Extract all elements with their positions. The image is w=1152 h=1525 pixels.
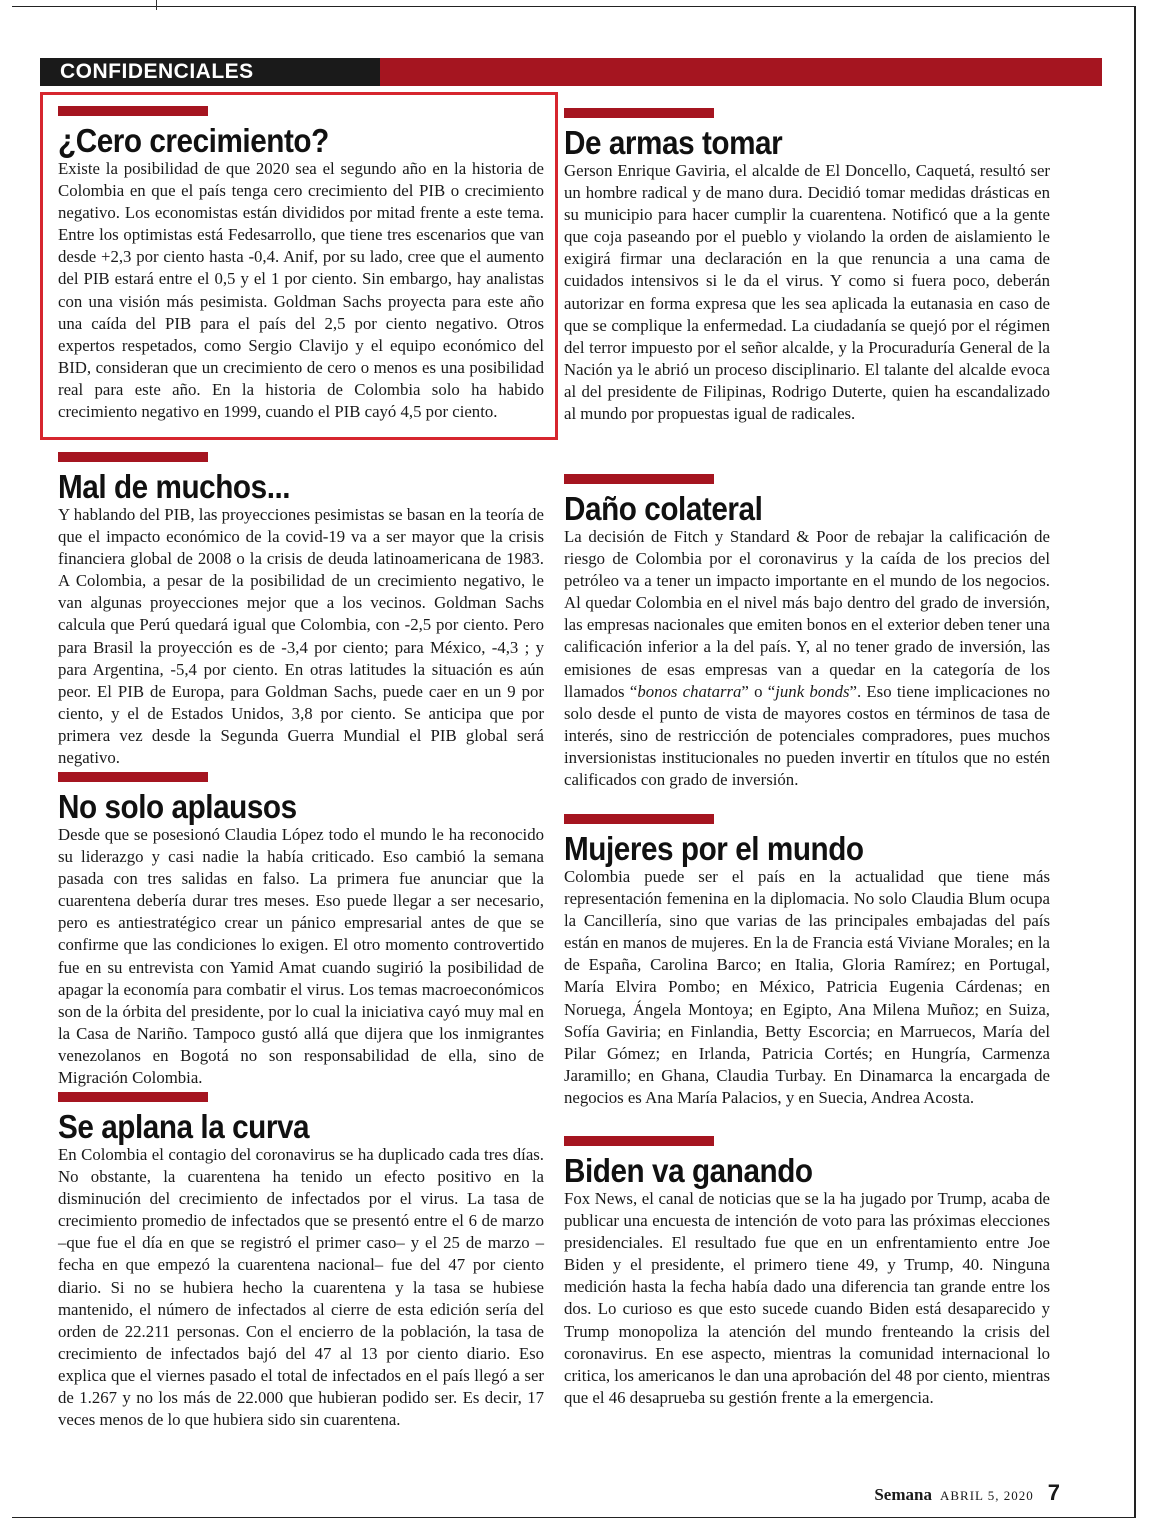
kicker-bar xyxy=(58,772,208,782)
headline: Se aplana la curva xyxy=(58,1108,310,1145)
article-body: En Colombia el contagio del coronavirus se ha duplicado cada tres días. No obstante, la cuarentena ha tenido un efecto positivo en la disminución del crecimiento de infectados por el virus. La tasa de crecimiento promedio de infectados que se presentó entre el 6 de marzo –que fue el día en que se registró el primer caso– y el 25 de marzo –fecha en que empezó la cuarentena nacional– fue del 47 por ciento diario. Si no se hubiera hecho la cuarentena y la tasa se hubiese mantenido, el número de infectados al cierre de esta edición sería del orden de 22.211 personas. Con el encierro de la población, la tasa de crecimiento de infectados bajó del 47 al 13 por ciento diario. Eso explica que el viernes pasado el total de infectados en el país llegó a ser de 1.267 y no los más de 22.000 que hubieran podido ser. Es decir, 17 veces menos de lo que hubiera sido sin cuarentena. xyxy=(58,1145,544,1430)
kicker-bar xyxy=(564,474,714,484)
headline: Mujeres por el mundo xyxy=(564,830,864,867)
headline: ¿Cero crecimiento? xyxy=(58,122,329,159)
section-label: CONFIDENCIALES xyxy=(40,58,380,86)
kicker-bar xyxy=(564,1136,714,1146)
headline: Mal de muchos... xyxy=(58,468,291,505)
kicker-bar xyxy=(58,106,208,116)
article-dano-colateral xyxy=(564,474,1050,791)
article-body: Gerson Enrique Gaviria, el alcalde de El Doncello, Caquetá, resultó ser un hombre radical y de mano dura. Decidió tomar medidas drásticas en su municipio para hacer cumplir la cuarentena. Notificó que a la gente que coja paseando por el pueblo y violando la orden de aislamiento le exigirá firmar una declaración en la que renuncia a una cama de cuidados intensivos si le da el virus. Y como si fuera poco, deberán autorizar en forma expresa que les sea aplicada la eutanasia en caso de que se complique la enfermedad. La ciudadanía se quejó por el régimen del terror impuesto por el señor alcalde, y la Procuraduría General de la Nación ya le abrió un proceso disciplinario. El talante del alcalde evoca al del presidente de Filipinas, Rodrigo Duterte, quien ha escandalizado al mundo por propuestas igual de radicales. xyxy=(564,161,1050,424)
article-body: Colombia puede ser el país en la actualidad que tiene más representación femenina en la diplomacia. No solo Claudia Blum ocupa la Cancillería, sino que varias de las principales embajadas del país están en manos de mujeres. En la de Francia está Viviane Morales; en la de España, Carolina Barco; en Italia, Gloria Ramírez; en Portugal, María Elvira Pombo; en México, Patricia Eugenia Cárdenas; en Noruega, Ángela Montoya; en Egipto, Ana Milena Muñoz; en Suiza, Sofía Gaviria; en Finlandia, Betty Escorcia; en Marruecos, María del Pilar Gómez; en Irlanda, Patricia Cortés; en Hungría, Carmenza Jaramillo; en Ghana, Claudia Turbay. En Dinamarca la encargada de negocios es Ana María Palacios, y en Suecia, Andrea Acosta. xyxy=(564,867,1050,1107)
article-mujeres-por-el-mundo xyxy=(564,814,1050,1109)
article-body: Existe la posibilidad de que 2020 sea el segundo año en la historia de Colombia en que el país tenga cero crecimiento del PIB o crecimiento negativo. Los economistas están divididos por mitad frente a este tema. Entre los optimistas está Fedesarrollo, que tiene tres escenarios que van desde +2,3 por ciento hasta -0,4. Anif, por su lado, cree que el aumento del PIB estará entre el 0,5 y el 1 por ciento. Sin embargo, hay analistas con una visión más pesimista. Goldman Sachs proyecta para este año una caída del PIB para el país del 2,5 por ciento negativo. Otros expertos respetados, como Sergio Clavijo y el equipo económico del BID, consideran que un crecimiento de cero o menos es una posibilidad real para este año. En la historia de Colombia solo ha habido crecimiento negativo en 1999, cuando el PIB cayó 4,5 por ciento. xyxy=(58,159,544,422)
article-body-italic: bonos chatarra xyxy=(637,681,742,701)
article-cero-crecimiento xyxy=(58,106,544,423)
page-tick-mark xyxy=(156,0,157,10)
kicker-bar xyxy=(564,108,714,118)
section-header-bar xyxy=(40,58,1102,86)
article-se-aplana-la-curva xyxy=(58,1092,544,1431)
magazine-name: Semana xyxy=(874,1485,932,1504)
article-de-armas-tomar xyxy=(564,108,1050,425)
kicker-bar xyxy=(58,452,208,462)
article-no-solo-aplausos xyxy=(58,772,544,1089)
article-mal-de-muchos xyxy=(58,452,544,769)
article-body: Fox News, el canal de noticias que se la ha jugado por Trump, acaba de publicar una encuesta de intención de voto para las próximas elecciones presidenciales. El resultado fue que en un enfrentamiento entre Joe Biden y el presidente, el primero tiene 49, y Trump, 40. Ninguna medición hasta la fecha había dado una diferencia tan grande entre los dos. Lo curioso es que esto sucede cuando Biden está desaparecido y Trump monopoliza la atención del mundo frenteando la crisis del coronavirus. En ese aspecto, mientras la comunidad internacional lo critica, los americanos le dan una aprobación del 48 por ciento, mientras que el 46 desaprueba su gestión frente a la emergencia. xyxy=(564,1189,1051,1407)
headline: Daño colateral xyxy=(564,490,763,527)
headline: De armas tomar xyxy=(564,124,783,161)
page-footer xyxy=(874,1480,1060,1506)
article-body-part: ”. Eso tiene implicaciones no solo desde el punto de vista de mayores costos en términos de tasa de interés, sino de restricción de potenciales compradores, pues muchos inversionistas institucionales no pueden invertir en títulos que no estén calificados con grado de inversión. xyxy=(564,681,1050,790)
article-body: Desde que se posesionó Claudia López todo el mundo le ha reconocido su liderazgo y casi nadie la había criticado. Eso cambió la semana pasada con tres salidas en falso. La primera fue anunciar que la cuarentena debería durar tres meses. Eso puede llegar a ser necesario, pero es antiestratégico crear un pánico empresarial antes de que se confirme que las condiciones lo exigen. El otro momento controvertido fue en su entrevista con Yamid Amat cuando sugirió la posibilidad de apagar la economía para combatir el virus. Los temas macroeconómicos son de la órbita del presidente, por lo cual la iniciativa cayó muy mal en la Casa de Nariño. Tampoco gustó allá que dijera que los inmigrantes venezolanos en Bogotá no son responsabilidad de ella, sino de Migración Colombia. xyxy=(58,825,544,1088)
article-body-part: ” o “ xyxy=(741,681,776,701)
article-body xyxy=(564,526,1050,791)
page-number: 7 xyxy=(1047,1480,1060,1505)
kicker-bar xyxy=(58,1092,208,1102)
article-body: Y hablando del PIB, las proyecciones pesimistas se basan en la teoría de que el impacto económico de la covid-19 va a ser mayor que la crisis financiera global de 2008 o la crisis de deuda latinoamericana de 1983. A Colombia, a pesar de la posibilidad de un crecimiento negativo, le van algunas proyecciones mejor que a los vecinos. Goldman Sachs calcula que Perú quedará igual que Colombia, con -2,5 por ciento. Pero para Brasil la proyección es de -3,4 por ciento; para México, -4,3 ; y para Argentina, -5,4 por ciento. En otras latitudes la situación es aún peor. El PIB de Europa, para Goldman Sachs, puede caer en un 9 por ciento, y el de Estados Unidos, 3,8 por ciento. Se anticipa que por primera vez desde la Segunda Guerra Mundial el PIB global será negativo. xyxy=(58,505,544,768)
kicker-bar xyxy=(564,814,714,824)
headline: No solo aplausos xyxy=(58,788,297,825)
article-body-italic: junk bonds xyxy=(775,681,850,701)
headline: Biden va ganando xyxy=(564,1152,813,1189)
article-biden-va-ganando xyxy=(564,1136,1050,1409)
issue-date: ABRIL 5, 2020 xyxy=(939,1488,1034,1503)
article-body-part: La decisión de Fitch y Standard & Poor de rebajar la calificación de riesgo de Colombia por el coronavirus y la caída de los precios del petróleo va a tener un impacto importante en el mundo de los negocios. Al quedar Colombia en el nivel más bajo dentro del grado de inversión, las empresas nacionales que emiten bonos en el exterior deben tener una calificación inferior a la del país. Y, al no tener grado de inversión, las emisiones de esas empresas van a quedar en la categoría de los llamados “ xyxy=(564,527,1051,701)
